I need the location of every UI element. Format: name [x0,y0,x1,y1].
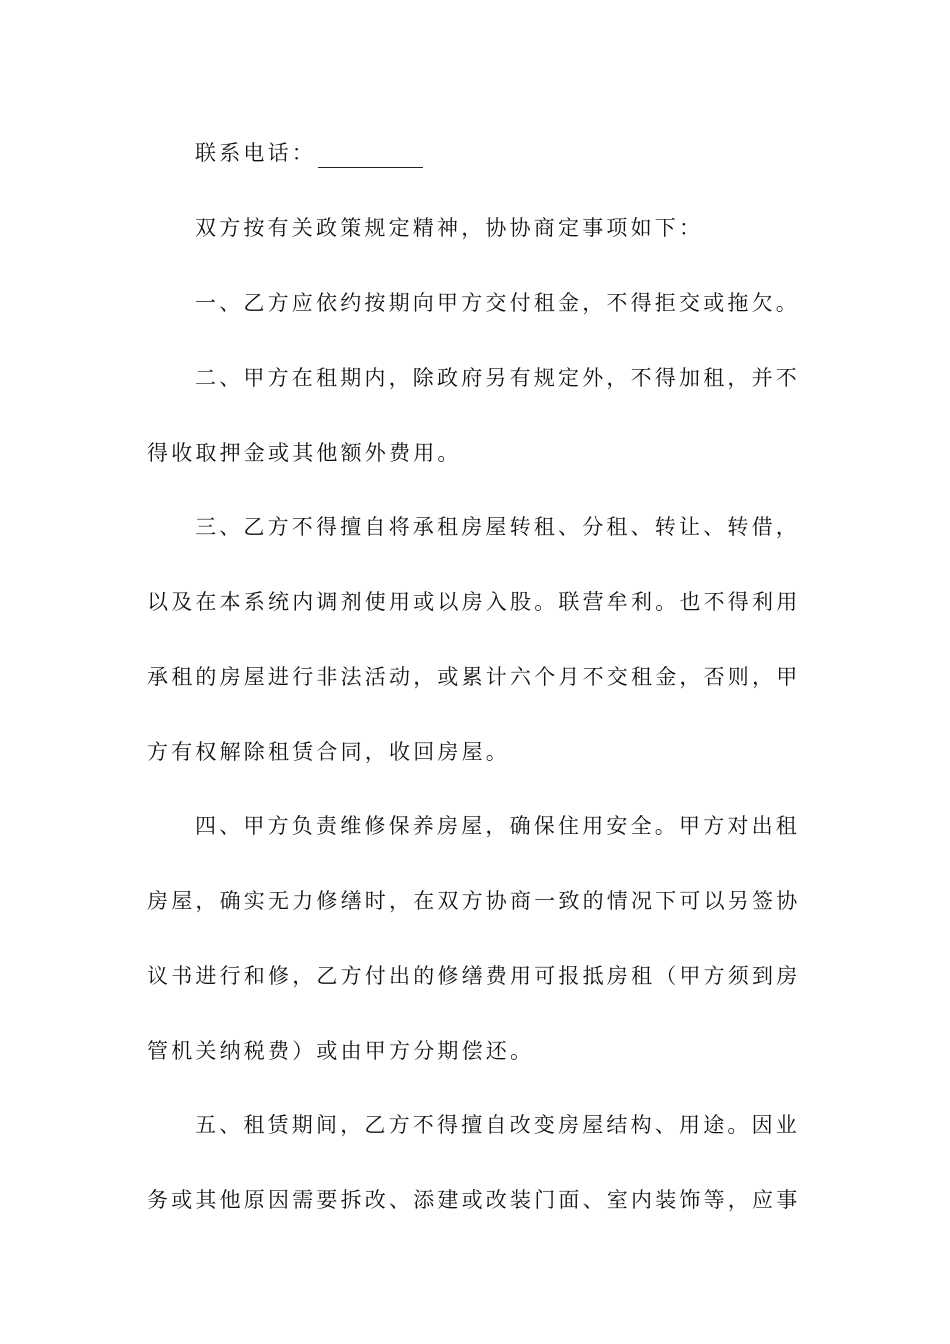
clause-4-line-1: 四、甲方负责维修保养房屋，确保住用安全。甲方对出租 [195,814,800,838]
clause-3-line-1: 三、乙方不得擅自将承租房屋转租、分租、转让、转借， [195,515,800,539]
contact-phone-line [195,138,807,168]
clause-2-line-1: 二、甲方在租期内，除政府另有规定外，不得加租，并不 [195,366,800,390]
clause-1-line-1: 一、乙方应依约按期向甲方交付租金，不得拒交或拖欠。 [195,291,800,315]
contact-phone-label: 联系电话： [195,141,316,165]
clause-5-line-2: 务或其他原因需要拆改、添建或改装门面、室内装饰等，应事 [147,1188,801,1212]
clause-3-line-4: 方有权解除租赁合同，收回房屋。 [147,740,510,764]
intro-line: 双方按有关政策规定精神，协协商定事项如下： [195,216,704,240]
clause-3-line-2: 以及在本系统内调剂使用或以房入股。联营牟利。也不得利用 [147,590,801,614]
contact-phone-blank[interactable] [318,145,423,168]
clause-4-line-2: 房屋，确实无力修缮时，在双方协商一致的情况下可以另签协 [147,889,801,913]
clause-5-line-1: 五、租赁期间，乙方不得擅自改变房屋结构、用途。因业 [195,1113,800,1137]
clause-3-line-3: 承租的房屋进行非法活动，或累计六个月不交租金，否则，甲 [147,665,801,689]
clause-2-line-2: 得收取押金或其他额外费用。 [147,441,462,465]
clause-4-line-4: 管机关纳税费）或由甲方分期偿还。 [147,1039,535,1063]
clause-4-line-3: 议书进行和修，乙方付出的修缮费用可报抵房租（甲方须到房 [147,964,801,988]
